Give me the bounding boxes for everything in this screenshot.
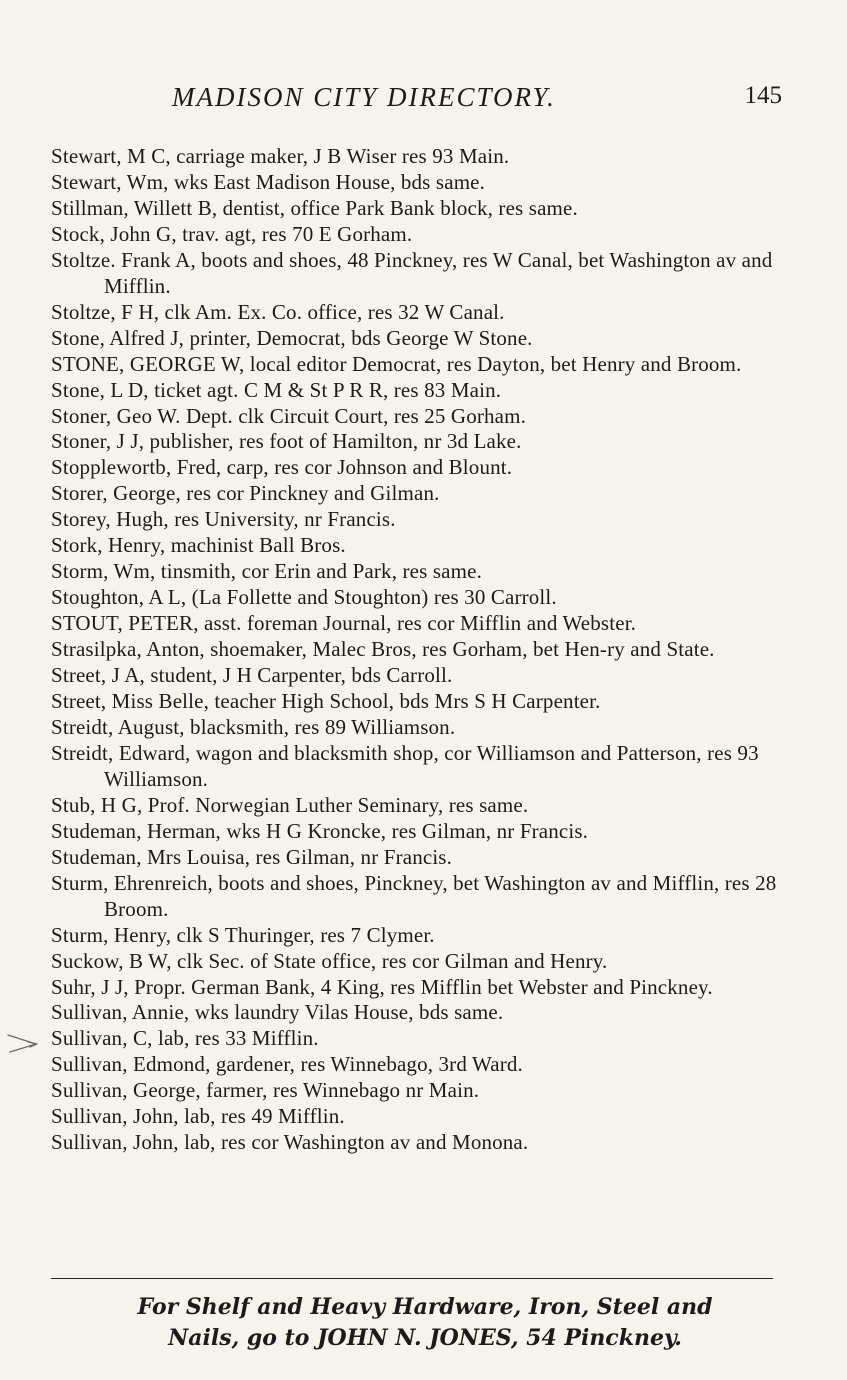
advertisement (40, 1292, 810, 1354)
directory-entry: Storey, Hugh, res University, nr Francis. (51, 507, 396, 532)
directory-entry: Stoltze, F H, clk Am. Ex. Co. office, res 32 W Canal. (51, 299, 505, 324)
directory-entry: Stoner, J J, publisher, res foot of Hamilton, nr 3d Lake. (51, 429, 522, 454)
directory-entry: Sullivan, George, farmer, res Winnebago nr Main. (51, 1078, 480, 1103)
running-head (172, 82, 782, 116)
directory-entry: Storm, Wm, tinsmith, cor Erin and Park, res same. (51, 559, 482, 584)
directory-entry: Stork, Henry, machinist Ball Bros. (51, 533, 346, 558)
directory-entry: Sturm, Ehrenreich, boots and shoes, Pinckney, bet Washington av and Mifflin, res 28 Broom. (51, 870, 777, 921)
directory-entry: Stub, H G, Prof. Norwegian Luther Seminary, res same. (51, 792, 529, 817)
directory-entry: Streidt, August, blacksmith, res 89 Williamson. (51, 714, 456, 739)
directory-entry: Streidt, Edward, wagon and blacksmith shop, cor Williamson and Patterson, res 93 Williamson. (51, 740, 759, 791)
directory-entries (51, 144, 791, 1156)
directory-entry: Stewart, Wm, wks East Madison House, bds same. (51, 169, 486, 194)
directory-entry: Street, J A, student, J H Carpenter, bds Carroll. (51, 663, 453, 688)
directory-entry: STONE, GEORGE W, local editor Democrat, res Dayton, bet Henry and Broom. (51, 351, 742, 376)
page-title: MADISON CITY DIRECTORY. (172, 82, 556, 112)
directory-entry: Street, Miss Belle, teacher High School, bds Mrs S H Carpenter. (51, 689, 601, 714)
directory-entry: Stock, John G, trav. agt, res 70 E Gorham. (51, 221, 413, 246)
directory-entry: Sullivan, John, lab, res 49 Mifflin. (51, 1104, 345, 1129)
advertisement-line-1: For Shelf and Heavy Hardware, Iron, Steel and (137, 1294, 713, 1320)
directory-entry: Sullivan, C, lab, res 33 Mifflin. (51, 1026, 319, 1051)
directory-entry: Stoner, Geo W. Dept. clk Circuit Court, res 25 Gorham. (51, 403, 527, 428)
directory-entry: Sullivan, Edmond, gardener, res Winnebago, 3rd Ward. (51, 1052, 523, 1077)
directory-entry: Storer, George, res cor Pinckney and Gilman. (51, 481, 440, 506)
page-number: 145 (744, 82, 782, 109)
handwritten-pointer-mark (6, 1032, 40, 1054)
directory-entry: Suckow, B W, clk Sec. of State office, res cor Gilman and Henry. (51, 948, 608, 973)
directory-entry: Sullivan, Annie, wks laundry Vilas House, bds same. (51, 1000, 504, 1025)
directory-entry: Stoltze. Frank A, boots and shoes, 48 Pinckney, res W Canal, bet Washington av and Mifflin. (51, 247, 773, 298)
directory-entry: Studeman, Mrs Louisa, res Gilman, nr Francis. (51, 844, 453, 869)
directory-entry: Strasilpka, Anton, shoemaker, Malec Bros, res Gorham, bet Hen-ry and State. (51, 637, 715, 662)
directory-entry: Stoughton, A L, (La Follette and Stoughton) res 30 Carroll. (51, 585, 557, 610)
directory-entry: Stopplewortb, Fred, carp, res cor Johnson and Blount. (51, 455, 513, 480)
directory-entry: Sturm, Henry, clk S Thuringer, res 7 Clymer. (51, 922, 435, 947)
directory-entry: Stewart, M C, carriage maker, J B Wiser res 93 Main. (51, 144, 510, 168)
directory-entry: Suhr, J J, Propr. German Bank, 4 King, res Mifflin bet Webster and Pinckney. (51, 974, 713, 999)
advertisement-line-2: Nails, go to JOHN N. JONES, 54 Pinckney. (168, 1325, 682, 1351)
directory-entry: STOUT, PETER, asst. foreman Journal, res cor Mifflin and Webster. (51, 611, 637, 636)
footer-rule (51, 1278, 773, 1279)
directory-entry: Sullivan, John, lab, res cor Washington av and Monona. (51, 1130, 529, 1155)
directory-entry: Studeman, Herman, wks H G Kroncke, res Gilman, nr Francis. (51, 818, 589, 843)
directory-entry: Stillman, Willett B, dentist, office Park Bank block, res same. (51, 195, 578, 220)
directory-entry: Stone, Alfred J, printer, Democrat, bds George W Stone. (51, 325, 533, 350)
directory-entry: Stone, L D, ticket agt. C M & St P R R, res 83 Main. (51, 377, 502, 402)
